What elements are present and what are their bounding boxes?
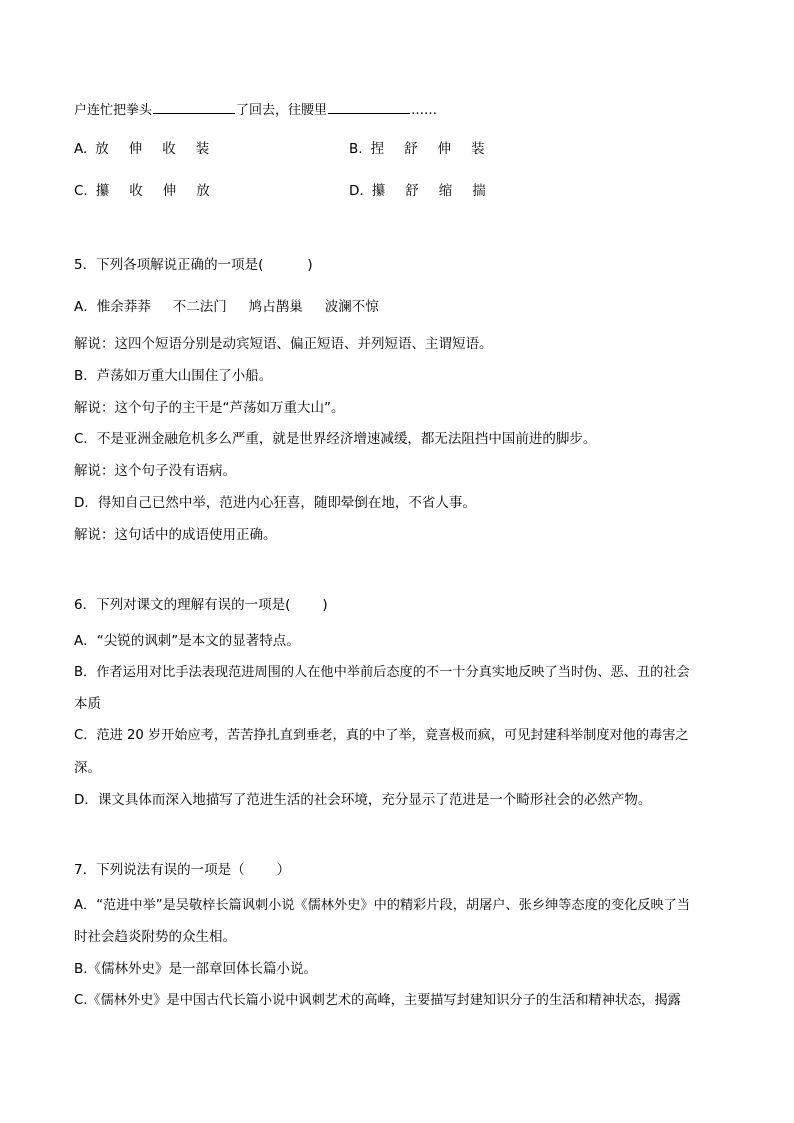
option-word: 舒 <box>405 183 419 199</box>
idiom-term: 惟余莽莽 <box>96 299 151 315</box>
option-word: 攥 <box>371 183 386 199</box>
option-word: 捏 <box>370 141 385 157</box>
q7-stem <box>74 861 290 879</box>
question-paren-close: ） <box>276 862 291 878</box>
option-letter: B. <box>349 141 363 157</box>
q6-option-b-line1: B．作者运用对比手法表现范进周围的人在他中举前后态度的不一十分真实地反映了当时伪、恶、丑的社会 <box>74 665 690 680</box>
option-word: 缩 <box>438 183 453 199</box>
q4-option-a <box>74 140 209 158</box>
q7-option-c-line1: C.《儒林外史》是中国古代长篇小说中讽刺艺术的高峰，主要描写封建知识分子的生活和精神状态，揭露 <box>74 993 681 1008</box>
option-word: 收 <box>162 141 176 157</box>
q7-option-a-line1: A．“范进中举”是吴敬梓长篇讽刺小说《儒林外史》中的精彩片段，胡屠户、张乡绅等态度的变化反映了当 <box>74 898 691 913</box>
q4-option-d <box>349 182 486 200</box>
option-letter: A. <box>74 141 88 157</box>
option-word: 攥 <box>95 183 110 199</box>
q5-c-explanation: 解说：这个句子没有语病。 <box>74 463 236 479</box>
q5-option-a <box>74 298 379 316</box>
q7-option-a-line2: 时社会趋炎附势的众生相。 <box>74 929 236 945</box>
q5-stem <box>74 256 313 274</box>
q4-stem-tail <box>74 101 437 120</box>
option-word: 装 <box>471 141 485 157</box>
option-letter: D. <box>349 183 364 199</box>
question-stem-text: 5．下列各项解说正确的一项是( <box>74 257 264 273</box>
q6-option-a: A．“尖锐的讽刺”是本文的显著特点。 <box>74 633 300 649</box>
option-word: 放 <box>95 141 109 157</box>
q4-text-part1: 户连忙把拳头 <box>74 103 153 118</box>
option-word: 伸 <box>437 141 452 157</box>
option-word: 伸 <box>128 141 143 157</box>
q4-option-b <box>349 140 485 158</box>
question-stem-text: 6．下列对课文的理解有误的一项是( <box>74 597 291 613</box>
q5-b-explanation: 解说：这个句子的主干是“芦荡如万重大山”。 <box>74 400 345 416</box>
option-word: 收 <box>129 183 143 199</box>
q5-option-c: C．不是亚洲金融危机多么严重，就是世界经济增速减缓，都无法阻挡中国前进的脚步。 <box>74 431 597 447</box>
q5-option-b: B．芦荡如万重大山围住了小船。 <box>74 368 273 384</box>
question-paren-close: ) <box>307 257 313 273</box>
option-word: 放 <box>196 183 210 199</box>
option-word: 揣 <box>472 183 486 199</box>
idiom-term: 不二法门 <box>172 299 227 315</box>
q6-option-c-line2: 深。 <box>74 760 101 776</box>
q4-text-part2: 了回去，往腰里 <box>236 103 328 118</box>
option-letter: A． <box>74 299 97 315</box>
q5-d-explanation: 解说：这句话中的成语使用正确。 <box>74 527 277 543</box>
answer-blank-1 <box>153 101 235 114</box>
q6-option-d: D．课文具体而深入地描写了范进生活的社会环境，充分显示了范进是一个畸形社会的必然产物。 <box>74 792 652 808</box>
q4-option-c <box>74 182 210 200</box>
q5-a-explanation: 解说：这四个短语分别是动宾短语、偏正短语、并列短语、主谓短语。 <box>74 336 493 352</box>
question-paren-close: ) <box>322 597 328 613</box>
idiom-term: 鸠占鹊巢 <box>248 299 303 315</box>
q5-option-d: D．得知自己已然中举，范进内心狂喜，随即晕倒在地，不省人事。 <box>74 495 476 511</box>
option-word: 伸 <box>162 183 177 199</box>
q6-option-b-line2: 本质 <box>74 696 101 712</box>
q7-option-b: B.《儒林外史》是一部章回体长篇小说。 <box>74 961 318 977</box>
answer-blank-2 <box>328 101 410 114</box>
q6-option-c-line1: C．范进 20 岁开始应考，苦苦挣扎直到垂老，真的中了举，竟喜极而疯，可见封建科举制度对他的毒害之 <box>74 728 689 743</box>
option-word: 装 <box>195 141 210 157</box>
question-stem-text: 7．下列说法有误的一项是（ <box>74 862 245 878</box>
option-word: 舒 <box>404 141 418 157</box>
option-letter: C. <box>74 183 88 199</box>
q6-stem <box>74 596 328 614</box>
idiom-term: 波澜不惊 <box>324 299 379 315</box>
q4-text-part3: …… <box>411 103 438 118</box>
